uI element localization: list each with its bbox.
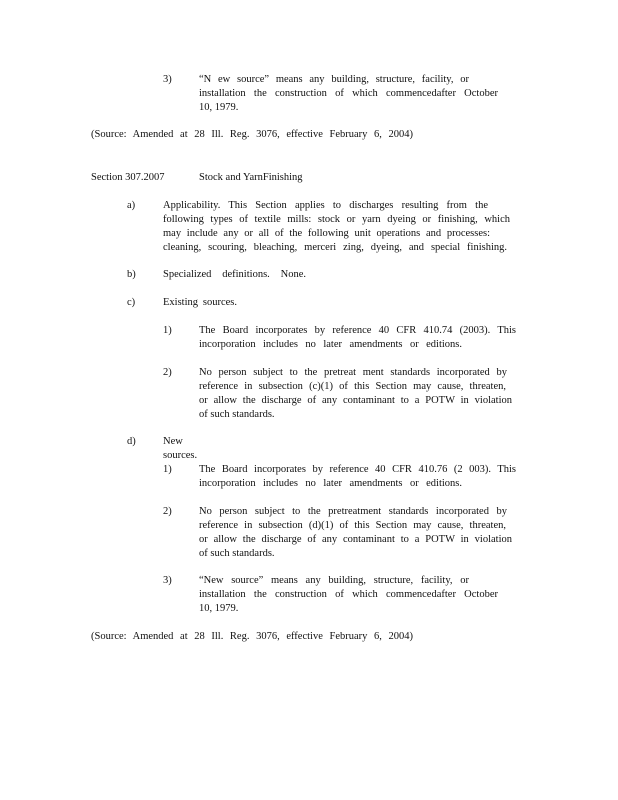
subsection-letter: d) [127,436,136,447]
item-text-line: 10, 1979. [199,102,239,113]
subsection-text-line: cleaning, scouring, bleaching, merceri zing, dyeing, and special finishing. [163,242,507,253]
source-note: (Source: Amended at 28 Ill. Reg. 3076, effective February 6, 2004) [91,631,413,642]
item-text-line: reference in subsection (d)(1) of this Section may cause, threaten, [199,520,506,531]
item-number: 3) [163,575,172,586]
item-text-line: of such standards. [199,548,275,559]
source-note: (Source: Amended at 28 Ill. Reg. 3076, effective February 6, 2004) [91,129,413,140]
item-number: 1) [163,464,172,475]
subsection-text-line: following types of textile mills: stock or yarn dyeing or finishing, which [163,214,510,225]
item-number: 2) [163,506,172,517]
subsection-heading: New sources. [163,436,198,461]
section-number: Section 307.2007 [91,172,165,183]
item-number: 2) [163,367,172,378]
item-text-line: reference in subsection (c)(1) of this Section may cause, threaten, [199,381,506,392]
item-text-line: No person subject to the pretreatment standards incorporated by [199,506,507,517]
item-text-line: installation the construction of which commencedafter October [199,88,498,99]
subsection-letter: a) [127,200,136,211]
subsection-text-line: Specialized definitions. None. [163,269,306,280]
item-text-line: “N ew source” means any building, structure, facility, or [199,74,469,85]
item-text-line: “New source” means any building, structure, facility, or [199,575,469,586]
item-text-line: or allow the discharge of any contaminant to a POTW in violation [199,395,512,406]
item-text-line: incorporation includes no later amendments or editions. [199,339,462,350]
section-title: Stock and YarnFinishing [199,172,303,183]
item-text-line: The Board incorporates by reference 40 CFR 410.76 (2 003). This [199,464,516,475]
item-text-line: installation the construction of which commencedafter October [199,589,498,600]
item-text-line: of such standards. [199,409,275,420]
item-text-line: The Board incorporates by reference 40 CFR 410.74 (2003). This [199,325,516,336]
item-number: 1) [163,325,172,336]
item-text-line: or allow the discharge of any contaminant to a POTW in violation [199,534,512,545]
item-text-line: incorporation includes no later amendments or editions. [199,478,462,489]
subsection-heading: Existing sources. [163,297,237,308]
item-text-line: 10, 1979. [199,603,239,614]
item-number: 3) [163,74,172,85]
subsection-letter: c) [127,297,136,308]
subsection-text-line: Applicability. This Section applies to discharges resulting from the [163,200,488,211]
subsection-letter: b) [127,269,136,280]
item-text-line: No person subject to the pretreat ment standards incorporated by [199,367,507,378]
subsection-text-line: may include any or all of the following unit operations and processes: [163,228,490,239]
